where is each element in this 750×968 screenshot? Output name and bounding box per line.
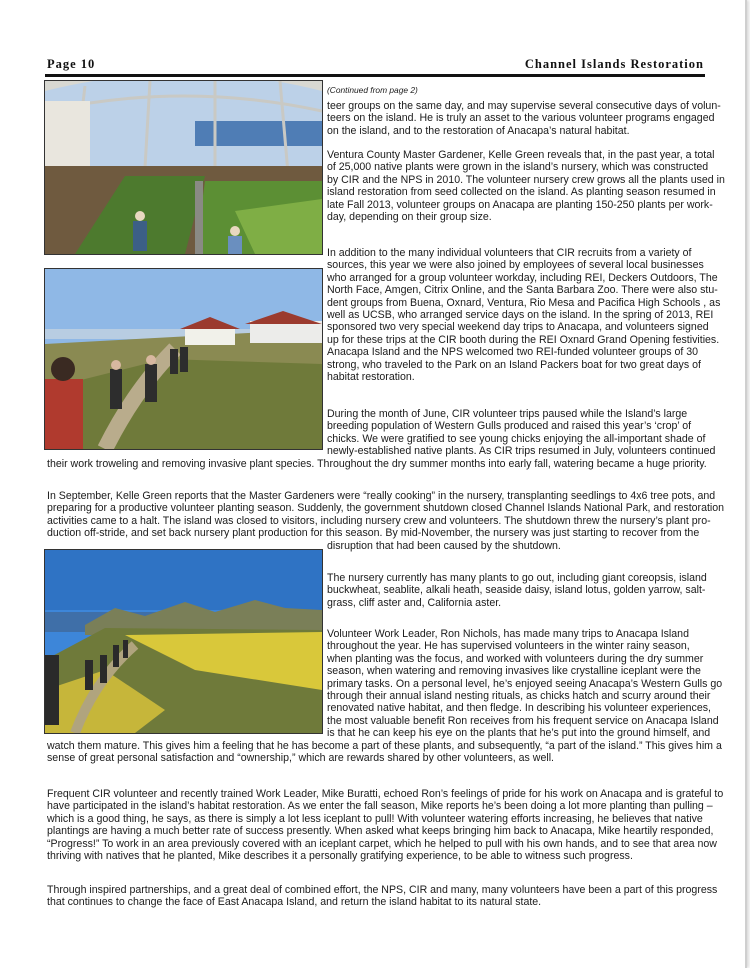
paragraph-8: Frequent CIR volunteer and recently trained Work Leader, Mike Buratti, echoed Ron’s feelings of pride for his work on Anacapa and is grateful to have participated in the island’s habitat restoration. As we enter the fall season, Mike reports he’s been doing a lot more planting than pulling – which is a good thing, he says, as there is simply a lot less iceplant to pull! With volunteer watering efforts increasing, he believes that native plantings are having a much better rate of success presently. When asked what keeps bringing him back to Anacapa, Mike heartily responded, “Progress!” To work in an area previously covered with an iceplant carpet, which he helped to pull with his own hands, and to see that area now thriving with natives that he planted, Mike describes it a personally gratifying experience, to be able to witness such progress. <box>47 788 724 863</box>
paragraph-9: Through inspired partnerships, and a great deal of combined effort, the NPS, CIR and many, many volunteers have been a part of this progress that continues to change the face of East Anacapa Island, and return the island habitat to its natural state. <box>47 884 718 909</box>
header-rule <box>45 74 705 77</box>
paragraph-2: Ventura County Master Gardener, Kelle Green reveals that, in the past year, a total of 25,000 native plants were grown in the island’s nursery, which was constructed by CIR and the NPS in 2010. The volunteer nursery crew grows all the plants used in island restoration from seed collected on the island. As planting season resumed in late Fall 2013, volunteer groups on Anacapa are planting 150-250 plants per work- day, depending on their group size. <box>327 149 725 224</box>
paragraph-5-bottom: disruption that had been caused by the shutdown. <box>327 540 561 552</box>
volunteers-walking-photo <box>44 268 323 450</box>
paragraph-7-top: Volunteer Work Leader, Ron Nichols, has made many trips to Anacapa Island throughout the year. He has supervised volunteers in the winter rainy season, when planting was the focus, and worked with volunteers during the dry summer season, when watering and removing invasives like crystalline iceplant were the primary tasks. On a personal level, he’s enjoyed seeing Anacapa’s Western Gulls go through their annual island nesting rituals, as chicks hatch and scurry around their renovated native habitat, and then fledge. In describing his volunteer experiences, the most valuable benefit Ron receives from his frequent service on Anacapa Island is that he can keep his eye on the plants that he’s put into the ground himself, and <box>327 628 723 740</box>
paragraph-5-top: In September, Kelle Green reports that the Master Gardeners were “really cooking” in the nursery, transplanting seedlings to 4x6 tree pots, and preparing for a productive volunteer planting season. Suddenly, the government shutdown closed Channel Islands National Park, and restoration activities came to a halt. The island was closed to visitors, including nursery crew and volunteers. The shutdown threw the nursery’s plant pro- duction off-stride, and set back nursery plant production for this season. By mid-November, the nursery was just starting to recover from the <box>47 490 725 540</box>
publication-title: Channel Islands Restoration <box>524 57 704 71</box>
greenhouse-nursery-photo <box>44 80 323 255</box>
paragraph-4-top: During the month of June, CIR volunteer trips paused while the Island’s large breeding population of Western Gulls produced and raised this year’s ‘crop’ of chicks. We were gratified to see young chicks enjoying the all-important shade of newly-established native plants. As CIR trips resumed in July, volunteers continued <box>327 408 716 458</box>
paragraph-1: teer groups on the same day, and may supervise several consecutive days of volun- teers on the island. He is truly an asset to the various volunteer programs engaged on the island, and to the restoration of Anacapa’s natural habitat. <box>327 100 721 137</box>
page-number: Page 10 <box>47 57 96 71</box>
island-trail-photo <box>44 549 323 734</box>
paragraph-4-bottom: their work troweling and removing invasive plant species. Throughout the dry summer months into early fall, watering became a huge priority. <box>47 458 707 470</box>
paragraph-6: The nursery currently has many plants to go out, including giant coreopsis, island buckwheat, seablite, alkali heath, seaside daisy, island lotus, golden yarrow, salt- grass, cliff aster and, California aster. <box>327 572 707 609</box>
paragraph-7-bottom: watch them mature. This gives him a feeling that he has become a part of these plants, and subsequently, “a part of the island.” This gives him a sense of great personal satisfaction and “ownership,” which are rewards shared by other volunteers, as well. <box>47 740 722 765</box>
continued-note: (Continued from page 2) <box>327 85 418 95</box>
paragraph-3: In addition to the many individual volunteers that CIR recruits from a variety of sources, this year we were also joined by employees of several local businesses who arranged for a group volunteer workday, including REI, Deckers Outdoors, The North Face, Amgen, Citrix Online, and the Santa Barbara Zoo. There were also stu- dent groups from Buena, Oxnard, Ventura, Rio Mesa and Pacifica High Schools , as well as UCSB, who arranged service days on the island. In the spring of 2013, REI sponsored two very special weekend day trips to Anacapa, and volunteers signed up for these trips at the CIR booth during the REI Oxnard Grand Opening festivities. Anacapa Island and the NPS welcomed two REI-funded volunteer groups of 30 strong, who traveled to the Park on an Island Packers boat for two great days of habitat restoration. <box>327 247 721 384</box>
